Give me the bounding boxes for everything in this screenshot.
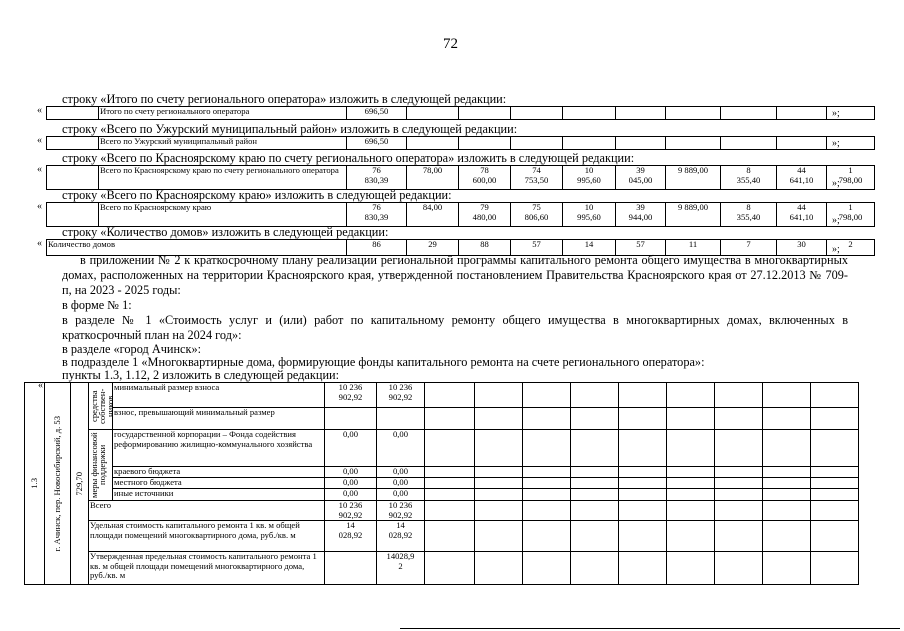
value-line: 798,00 xyxy=(838,211,863,222)
empty-cell xyxy=(571,489,619,501)
value-text: 10 236 902,92 xyxy=(338,500,363,520)
value-line: 830,39 xyxy=(364,211,389,222)
value-line: 76 xyxy=(372,202,381,212)
value-line: 355,40 xyxy=(736,211,761,222)
empty-cell xyxy=(811,501,859,521)
value-cell xyxy=(377,478,425,489)
empty-cell xyxy=(425,467,475,478)
value-line: 39 xyxy=(636,165,645,175)
value-cell xyxy=(377,552,425,585)
value-cell xyxy=(325,408,377,430)
value-cell xyxy=(459,107,511,120)
value-line: 30 xyxy=(797,239,806,249)
empty-cell xyxy=(715,521,763,552)
empty-cell xyxy=(667,383,715,408)
empty-cell xyxy=(619,489,667,501)
value-cell xyxy=(777,137,827,150)
section-table xyxy=(46,202,875,227)
value-cell xyxy=(721,203,777,227)
section-heading: строку «Всего по Ужурский муниципальный район» изложить в следующей редакции: xyxy=(62,122,518,136)
empty-cell xyxy=(523,521,571,552)
empty-cell xyxy=(763,467,811,478)
empty-cell xyxy=(425,521,475,552)
open-quote: « xyxy=(37,105,42,116)
value-line: 8 xyxy=(746,165,751,175)
page-number: 72 xyxy=(443,36,458,52)
empty-cell xyxy=(425,383,475,408)
row-label: Количество домов xyxy=(47,240,347,256)
value-text: 0,00 xyxy=(342,488,359,498)
open-quote: « xyxy=(37,164,42,175)
empty-cell xyxy=(523,501,571,521)
empty-cell xyxy=(523,467,571,478)
value-text: 0,00 xyxy=(392,477,409,487)
empty-cell xyxy=(47,107,99,120)
empty-cell xyxy=(425,430,475,467)
empty-cell xyxy=(47,203,99,227)
empty-cell xyxy=(619,430,667,467)
value-line: 696,50 xyxy=(364,136,389,146)
support-measures-group xyxy=(89,430,113,501)
empty-cell xyxy=(763,501,811,521)
row-number-cell xyxy=(25,383,45,585)
section-heading: строку «Всего по Красноярскому краю» изложить в следующей редакции: xyxy=(62,188,452,202)
open-quote: « xyxy=(37,201,42,212)
paragraph-form: в форме № 1: xyxy=(62,298,132,312)
empty-cell xyxy=(715,467,763,478)
value-cell xyxy=(777,107,827,120)
value-line: 76 xyxy=(372,165,381,175)
empty-cell xyxy=(571,552,619,585)
value-cell xyxy=(616,203,666,227)
paragraph-appendix: в приложении № 2 к краткосрочному плану реализации региональной программы капитального ремонта общего имущества в многоквартирных домах, расположенных на территории Красноярского края, утвержденной постановлением Правительства Красноярского края от 27.12.2013 № 709-п, на 2023 - 2025 годы: xyxy=(62,253,848,297)
empty-cell xyxy=(619,408,667,430)
value-cell xyxy=(666,166,721,190)
value-line: 806,60 xyxy=(524,211,549,222)
value-line: 14 xyxy=(584,239,594,249)
close-quote: »; xyxy=(832,178,840,189)
row-label: Итого по счету регионального оператора xyxy=(99,107,347,120)
value-line: 44 xyxy=(797,165,806,175)
total-label: Всего xyxy=(89,501,325,521)
empty-cell xyxy=(763,521,811,552)
paragraph-items: пункты 1.3, 1.12, 2 изложить в следующей редакции: xyxy=(62,368,340,382)
paragraph-city: в разделе «город Ачинск»: xyxy=(62,342,202,356)
value-cell xyxy=(377,430,425,467)
empty-cell xyxy=(523,489,571,501)
value-text: 0,00 xyxy=(342,429,359,439)
value-text: 14028,9 2 xyxy=(386,551,415,571)
empty-cell xyxy=(475,430,523,467)
value-line: 39 xyxy=(636,202,645,212)
empty-cell xyxy=(475,467,523,478)
capital-repair-table xyxy=(24,382,859,585)
value-cell xyxy=(407,107,459,120)
value-cell xyxy=(459,166,511,190)
value-line: 641,10 xyxy=(789,211,814,222)
value-line: 11 xyxy=(688,239,698,249)
empty-cell xyxy=(763,383,811,408)
value-cell xyxy=(325,489,377,501)
empty-cell xyxy=(571,467,619,478)
section-table xyxy=(46,106,875,120)
empty-cell xyxy=(571,430,619,467)
empty-cell xyxy=(811,467,859,478)
value-line: 74 xyxy=(532,165,541,175)
area-cell xyxy=(71,383,89,585)
paragraph-subsection: в подразделе 1 «Многоквартирные дома, формирующие фонды капитального ремонта на счете регионального оператора»: xyxy=(62,355,705,369)
empty-cell xyxy=(667,430,715,467)
empty-cell xyxy=(47,137,99,150)
value-cell xyxy=(407,166,459,190)
empty-cell xyxy=(619,383,667,408)
limit-label: Утвержденная предельная стоимость капитального ремонта 1 кв. м общей площади помещений многоквартирного дома, руб./кв. м xyxy=(89,552,325,585)
empty-cell xyxy=(715,501,763,521)
empty-cell xyxy=(715,478,763,489)
empty-cell xyxy=(619,552,667,585)
open-quote: « xyxy=(37,135,42,146)
value-cell xyxy=(563,203,616,227)
value-line: 1 xyxy=(848,202,853,212)
row-label: Всего по Красноярскому краю по счету регионального оператора xyxy=(99,166,347,190)
row-label: Всего по Ужурский муниципальный район xyxy=(99,137,347,150)
value-text: 10 236 902,92 xyxy=(388,500,413,520)
value-cell xyxy=(666,137,721,150)
empty-cell xyxy=(667,467,715,478)
empty-cell xyxy=(425,489,475,501)
address: г. Ачинск, пер. Новосибирский, д. 53 xyxy=(51,415,62,552)
value-line: 10 xyxy=(584,202,594,212)
empty-cell xyxy=(523,383,571,408)
empty-cell xyxy=(811,552,859,585)
value-line: 600,00 xyxy=(472,174,497,185)
value-line: 798,00 xyxy=(838,174,863,185)
value-cell xyxy=(325,467,377,478)
empty-cell xyxy=(47,166,99,190)
value-cell xyxy=(325,478,377,489)
value-cell xyxy=(459,137,511,150)
value-cell xyxy=(459,203,511,227)
empty-cell xyxy=(523,408,571,430)
empty-cell xyxy=(475,501,523,521)
value-cell xyxy=(511,107,563,120)
value-text: 14 028,92 xyxy=(338,520,363,540)
bottom-rule xyxy=(400,628,900,629)
value-cell xyxy=(777,166,827,190)
empty-cell xyxy=(425,478,475,489)
value-cell xyxy=(325,501,377,521)
value-line: 78,00 xyxy=(422,165,443,175)
value-cell xyxy=(325,521,377,552)
value-cell xyxy=(563,107,616,120)
empty-cell xyxy=(667,478,715,489)
open-quote: « xyxy=(37,238,42,249)
value-line: 995,60 xyxy=(577,211,601,222)
value-cell xyxy=(377,521,425,552)
value-cell xyxy=(325,430,377,467)
empty-cell xyxy=(811,408,859,430)
empty-cell xyxy=(571,478,619,489)
value-line: 57 xyxy=(532,239,541,249)
empty-cell xyxy=(475,489,523,501)
value-cell xyxy=(721,166,777,190)
value-cell xyxy=(325,552,377,585)
value-text: 0,00 xyxy=(392,466,409,476)
value-text: 0,00 xyxy=(342,466,359,476)
empty-cell xyxy=(619,478,667,489)
value-cell xyxy=(325,383,377,408)
row-label: минимальный размер взноса xyxy=(113,383,325,408)
row-label: краевого бюджета xyxy=(113,467,325,478)
value-line: 753,50 xyxy=(524,174,549,185)
value-cell xyxy=(616,137,666,150)
empty-cell xyxy=(715,552,763,585)
empty-cell xyxy=(811,489,859,501)
value-line: 10 xyxy=(584,165,594,175)
row-label: взнос, превышающий минимальный размер xyxy=(113,408,325,430)
value-cell xyxy=(777,203,827,227)
value-cell xyxy=(377,489,425,501)
value-line: 045,00 xyxy=(628,174,653,185)
empty-cell xyxy=(571,521,619,552)
value-cell xyxy=(347,107,407,120)
value-line: 995,60 xyxy=(577,174,601,185)
close-quote: »; xyxy=(832,215,840,226)
empty-cell xyxy=(667,501,715,521)
empty-cell xyxy=(667,552,715,585)
section-heading: строку «Итого по счету регионального оператора» изложить в следующей редакции: xyxy=(62,92,507,106)
empty-cell xyxy=(619,501,667,521)
unit-label: Удельная стоимость капитального ремонта 1 кв. м общей площади помещений многоквартирного дома, руб./кв. м xyxy=(89,521,325,552)
empty-cell xyxy=(475,408,523,430)
section-table xyxy=(46,136,875,150)
empty-cell xyxy=(619,467,667,478)
address-cell xyxy=(45,383,71,585)
empty-cell xyxy=(475,478,523,489)
empty-cell xyxy=(811,430,859,467)
value-cell xyxy=(511,166,563,190)
value-cell xyxy=(377,383,425,408)
empty-cell xyxy=(475,552,523,585)
empty-cell xyxy=(763,478,811,489)
empty-cell xyxy=(571,383,619,408)
empty-cell xyxy=(715,408,763,430)
value-cell xyxy=(407,203,459,227)
value-line: 641,10 xyxy=(789,174,814,185)
empty-cell xyxy=(715,489,763,501)
section-heading: строку «Всего по Красноярскому краю по счету регионального оператора» изложить в следующей редакции: xyxy=(62,151,635,165)
value-cell xyxy=(721,137,777,150)
group-label: меры финансовой поддержки xyxy=(88,432,107,498)
empty-cell xyxy=(763,408,811,430)
value-line: 29 xyxy=(428,239,437,249)
section-heading: строку «Количество домов» изложить в следующей редакции: xyxy=(62,225,389,239)
value-cell xyxy=(377,408,425,430)
value-cell xyxy=(407,137,459,150)
value-cell xyxy=(563,166,616,190)
value-line: 8 xyxy=(746,202,751,212)
value-cell xyxy=(511,203,563,227)
row-label: иные источники xyxy=(113,489,325,501)
value-line: 9 889,00 xyxy=(677,165,709,175)
empty-cell xyxy=(523,430,571,467)
owner-funds-group xyxy=(89,383,113,430)
value-text: 10 236 902,92 xyxy=(338,382,363,402)
value-line: 86 xyxy=(372,239,381,249)
value-text: 0,00 xyxy=(392,488,409,498)
empty-cell xyxy=(667,489,715,501)
value-cell xyxy=(721,107,777,120)
empty-cell xyxy=(667,408,715,430)
empty-cell xyxy=(475,521,523,552)
empty-cell xyxy=(763,489,811,501)
row-number: 1.3 xyxy=(28,478,39,489)
value-line: 2 xyxy=(848,239,853,249)
value-line: 696,50 xyxy=(364,106,389,116)
value-text: 0,00 xyxy=(392,429,409,439)
value-line: 355,40 xyxy=(736,174,761,185)
value-line: 78 xyxy=(480,165,489,175)
group-label: средства собствен-ников xyxy=(88,388,115,424)
value-line: 79 xyxy=(480,202,489,212)
value-line: 88 xyxy=(480,239,489,249)
empty-cell xyxy=(523,552,571,585)
value-cell xyxy=(377,467,425,478)
value-line: 84,00 xyxy=(422,202,443,212)
value-line: 830,39 xyxy=(364,174,389,185)
empty-cell xyxy=(425,552,475,585)
close-quote: »; xyxy=(832,138,840,149)
area: 729,70 xyxy=(73,471,84,496)
close-quote: »; xyxy=(832,108,840,119)
value-line: 7 xyxy=(746,239,751,249)
value-cell xyxy=(347,137,407,150)
empty-cell xyxy=(763,552,811,585)
value-text: 0,00 xyxy=(342,477,359,487)
empty-cell xyxy=(715,383,763,408)
empty-cell xyxy=(763,430,811,467)
value-line: 9 889,00 xyxy=(677,202,709,212)
empty-cell xyxy=(475,383,523,408)
empty-cell xyxy=(667,521,715,552)
value-line: 944,00 xyxy=(628,211,653,222)
value-cell xyxy=(377,501,425,521)
row-label: местного бюджета xyxy=(113,478,325,489)
value-cell xyxy=(616,166,666,190)
value-cell xyxy=(347,203,407,227)
row-label: государственной корпорации – Фонда содействия реформированию жилищно-коммунального хозяйства xyxy=(113,430,325,467)
value-cell xyxy=(347,166,407,190)
paragraph-section: в разделе № 1 «Стоимость услуг и (или) работ по капитальному ремонту общего имущества в многоквартирных домах, включенных в краткосрочный план на 2024 год»: xyxy=(62,313,848,342)
empty-cell xyxy=(571,408,619,430)
empty-cell xyxy=(523,478,571,489)
value-line: 44 xyxy=(797,202,806,212)
section-table xyxy=(46,165,875,190)
empty-cell xyxy=(571,501,619,521)
value-cell xyxy=(511,137,563,150)
empty-cell xyxy=(619,521,667,552)
value-line: 57 xyxy=(636,239,645,249)
value-cell xyxy=(666,107,721,120)
value-text: 10 236 902,92 xyxy=(388,382,413,402)
empty-cell xyxy=(715,430,763,467)
empty-cell xyxy=(425,408,475,430)
row-label: Всего по Красноярскому краю xyxy=(99,203,347,227)
empty-cell xyxy=(811,521,859,552)
empty-cell xyxy=(811,478,859,489)
value-line: 1 xyxy=(848,165,853,175)
value-line: 480,00 xyxy=(472,211,497,222)
empty-cell xyxy=(811,383,859,408)
empty-cell xyxy=(425,501,475,521)
value-text: 14 028,92 xyxy=(388,520,413,540)
value-cell xyxy=(616,107,666,120)
open-quote: « xyxy=(38,380,43,391)
value-cell xyxy=(563,137,616,150)
close-quote: »; xyxy=(832,244,840,255)
value-line: 75 xyxy=(532,202,541,212)
value-cell xyxy=(666,203,721,227)
